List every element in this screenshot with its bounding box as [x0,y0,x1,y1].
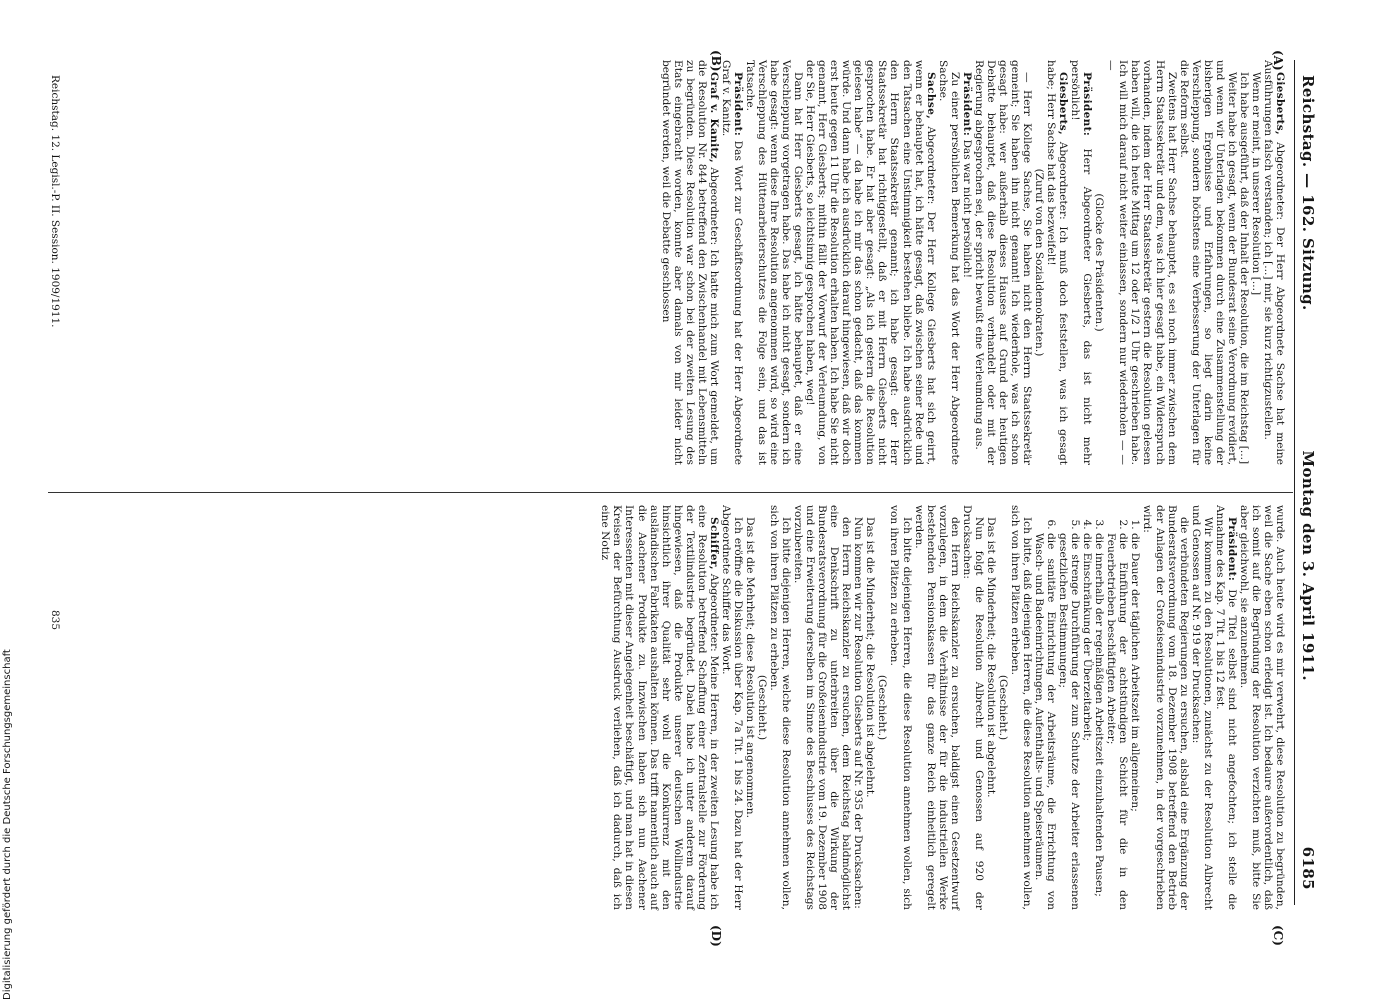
paragraph [1069,60,1093,465]
paragraph-text: Das war nicht persönlich! [960,139,973,278]
paragraph-text: Ich bitte diejenigen Herren, die diese Resolution annehmen wollen, sich von ihren Plätzen zu erheben. [888,505,913,910]
speaker-name: Sachse, [924,72,937,120]
paragraph [720,505,744,910]
paragraph-text: die verbündeten Regierungen zu ersuchen, alsbald eine Ergänzung der Bundesratsverordnung vom 18. Dezember 1908 betreffend den Betrieb der Anlagen der Großeisenindustrie vorzunehmen, in der vorgeschrieben wird: [1141,505,1190,910]
paragraph [1178,60,1238,465]
footer-session: Reichstag. 12. Legisl.-P. II. Session. 1909/1911. [49,75,61,328]
paragraph [1190,505,1214,910]
running-head-right [1299,450,1317,890]
paragraph [864,505,876,910]
speaker-name: Giesberts, [1274,72,1286,136]
paragraph-text: Zu einer persönlichen Bemerkung hat das Wort der Herr Abgeordnete Sachse. [936,60,961,465]
paragraph-text: Abgeordneter: Meine Herren, in der zweiten Lesung habe ich eine Resolution betreffend Schaffung einer Zentralstelle zur Förderung der Textilindustrie begründet. Dabei habe ich unter anderem darauf hingewiesen, daß die Produkte unserer deutschen Wollindustrie hinsichtlich ihrer Qualität sehr wohl die Konkurrenz mit den ausländischen Fabrikaten aushalten können. Das trifft namentlich auch auf die Aachener Produkte zu. Inzwischen haben sich nun Aachener Interessenten mit dieser Angelegenheit beschäftigt, und man hat in diesen Kreisen der Befürchtung Ausdruck verliehen, daß ich dadurch, daß ich eine Notiz [599,505,720,910]
speaker-name: Schiffer, [707,517,720,570]
speaker-name: Präsident: [960,72,973,137]
paragraph-text: (Geschieht.) [755,674,768,741]
paragraph [1250,60,1262,465]
column-divider [48,492,1293,493]
resolution-item: 4. die Einschränkung der Überzeitarbeit; [1081,533,1093,910]
paragraph-text: Weiter habe ich gesagt, wenn der Bundesrat seine Verordnung revidiert, und wenn wir Unterlagen bekommen durch eine Zusammenstellung der bisherigen Ergebnisse und Erfahrungen, so liegt darin keine Verschleppung, sondern höchstens eine Verbesserung der Unterlagen für die Reform selbst. [1177,60,1238,465]
speaker-name: Präsident: [1225,517,1238,582]
paragraph-text: Das Wort zur Geschäftsordnung hat der Herr Abgeordnete Graf v. Kanitz. [719,60,744,465]
paragraph-text: Herr Abgeordneter Giesberts, das ist nicht mehr persönlich! [1069,60,1094,465]
paragraph [1105,60,1177,465]
running-head-left: Reichstag. — 162. Sitzung. [1299,75,1317,311]
paragraph [792,505,852,910]
paragraph-text: Abgeordneter: Der Herr Abgeordnete Sachse hat meine Ausführungen falsch verstanden; ich [...] mir, sie kurz richtigzustellen. [1261,60,1286,465]
paragraph-text: Abgeordneter: Der Herr Kollege Giesberts hat sich geirrt, wenn er behauptet hat, ich hätte gesagt, daß zwischen seiner Rede und den Tatsachen eine Unstimmigkeit bestehen bliebe. Ich habe ausdrücklich den Herrn Staatssekretär genannt; ich habe gesagt: der Herr Staatssekretär hat richtiggestellt, daß er mit Herrn Giesberts nicht gesprochen habe. Er hat aber gesagt: „Als ich gestern die Resolution gelesen habe“ — da habe ich mir das schon gedacht, daß das kommen würde. Und dann habe ich ausdrücklich darauf hingewiesen, daß wir doch erst heute gegen 11 Uhr die Resolution erhalten haben. Ich habe Sie nicht genannt, Herr Giesberts; mithin fällt der Vorwurf der Verleumdung, von der Sie, Herr Giesberts, so leichtsinnig gesprochen haben, weg! [804,60,937,465]
credit-text: Digitalisierung gefördert durch die Deutsche Forschungsgemeinschaft [2,649,13,1000]
paragraph-text: Nun folgt die Resolution Albrecht und Genossen auf 920 der Drucksachen: [960,505,985,910]
paragraph [1045,60,1069,465]
running-head-date: Montag den 3. April 1911. [1299,450,1317,682]
resolution-item: 5. die strenge Durchführung der zum Schutze der Arbeiter erlassenen gesetzlichen Bestimmungen; [1057,533,1081,910]
paragraph [768,505,792,910]
paragraph-text: Das ist die Minderheit; die Resolution ist abgelehnt. [984,517,997,798]
paragraph-text: (Geschieht.) [996,674,1009,741]
paragraph-text: (Geschieht.) [876,674,889,741]
header-rule [1294,60,1295,905]
paragraph [888,505,912,910]
paragraph-text: Das ist die Minderheit; die Resolution ist abgelehnt. [864,517,877,798]
digitization-credit [2,649,13,1000]
paragraph [913,505,961,910]
paragraph-text: Dann hat Herr Giesberts gesagt, ich hätte behauptet, daß er eine Verschleppung vorgetragen habe. Das habe ich nicht gesagt, sondern ich habe gesagt: wenn diese Ihre Resolution angenommen wird, so wird eine Verschleppung des Hüttenarbeiterschutzes die Folge sein, und das ist Tatsache. [743,60,805,465]
paragraph [804,60,937,465]
paragraph [1214,505,1238,910]
paragraph [876,505,888,910]
paragraph [961,60,973,465]
paragraph [744,60,804,465]
paragraph [852,505,864,910]
paragraph-text: Abgeordneter: Ich hatte mich zum Wort gemeldet, um die Resolution Nr. 844 betreffend den Zwischenhandel mit Lebensmitteln zu begründen. Diese Resolution war schon bei der zweiten Lesung des Etats eingebracht worden, konnte aber damals von mir leider nicht begründet werden, weil die Debatte geschlossen [659,60,720,465]
paragraph [1141,505,1189,910]
paragraph-text: den Herrn Reichskanzler zu ersuchen, baldigst einen Gesetzentwurf vorzulegen, in dem die Verhältnisse der für die industriellen Werke bestehenden Pensionskassen für das ganze Reich einheitlich geregelt werden. [912,505,961,910]
speaker-name: Graf v. Kanitz, [707,72,720,163]
paragraph [985,505,997,910]
paragraph [961,505,985,910]
paragraph-text: Die Titel selbst sind nicht angefochten; ich stelle die Annahme des Kap. 7 Tit. 1 bis 12 fest. [1213,505,1238,911]
resolution-item: 1. die Dauer der täglichen Arbeitszeit im allgemeinen; [1129,533,1141,910]
paragraph [660,60,720,465]
paragraph-text: Ich eröffne die Diskussion über Kap. 7a Tit. 1 bis 24. Dazu hat der Herr Abgeordnete Schiffer das Wort. [719,505,744,910]
margin-mark-c: (C) [1271,925,1285,946]
resolution-item: 6. die sanitäre Einrichtung der Arbeitsräume, die Errichtung von Wasch- und Badeeinrichtungen, Aufenthalts- und Speiseräumen. [1033,533,1057,910]
paragraph [1009,505,1033,910]
paragraph-text: Wir kommen zu den Resolutionen, zunächst zu der Resolution Albrecht und Genossen auf Nr. 919 der Drucksachen: [1189,505,1214,910]
paragraph [720,60,744,465]
paragraph [1033,60,1045,465]
paragraph-text: Das ist die Mehrheit; diese Resolution ist angenommen. [743,517,756,818]
left-column [660,60,1286,465]
paragraph-text: — Herr Kollege Sachse, Sie haben nicht den Herrn Staatssekretär gemeint; Sie haben ihn nicht genannt! Ich wiederhole, was ich schon gesagt habe: wer außerhalb dieses Hauses auf Grund der heutigen Debatte behauptet, daß diese Resolution verhandelt oder mit der Regierung abgesprochen sei, der spricht bewußt eine Verleumdung aus. [972,60,1034,465]
paragraph-text: Nun kommen wir zur Resolution Giesberts auf Nr. 935 der Drucksachen: [852,517,865,909]
resolution-item: 2. die Einführung der achtstündigen Schicht für die in den Feuerbetrieben beschäftigten Arbeiter; [1105,533,1129,910]
paragraph [973,60,1033,465]
paragraph-text: Wenn er meint, in unserer Resolution [...] [1249,72,1262,296]
footer-number: 835 [49,610,61,631]
paragraph-text: Abgeordneter: Ich muß doch feststellen, was ich gesagt habe; Herr Sachse hat das bezweifelt! [1045,60,1070,465]
paragraph [756,505,768,910]
paragraph-text: den Herrn Reichskanzler zu ersuchen, dem Reichstag baldmöglichst eine Denkschrift zu unterbreiten über die Wirkung der Bundesratsverordnung für die Großeisenindustrie vom 19. Dezember 1908 und eine Erweiterung derselben im Sinne des Beschlusses des Reichstags vorzubereiten. [792,505,853,910]
paragraph-text: Ich bitte diejenigen Herren, welche diese Resolution annehmen wollen, sich von ihren Plätzen zu erheben. [768,505,793,910]
paragraph [937,60,961,465]
right-column [599,505,1286,910]
resolution-items [1033,505,1141,910]
margin-mark-b: (B) [709,50,723,72]
paragraph-text: Zweitens hat Herr Sachse behauptet, es sei noch immer zwischen dem Herrn Staatssekretär und dem, was ich hier gesagt habe, ein Widerspruch vorhanden, indem der Herr Staatssekretär gestern die Resolution gelesen haben will, die ich heute Mittag um 12 oder 1/2 1 Uhr geschrieben habe. Ich will mich darauf nicht weiter einlassen, sondern nur wiederholen — — — [1105,60,1178,465]
paragraph [1238,60,1250,465]
margin-mark-a: (A) [1271,50,1285,71]
paragraph [744,505,756,910]
paragraph [599,505,719,910]
paragraph [1262,60,1286,465]
paragraph [1093,60,1105,465]
paragraph-text: wurde. Auch heute wird es mir verwehrt, diese Resolution zu begründen, weil die Sache eben schon erledigt ist. Ich bedaure außerordentlich, daß ich somit auf die Begründung der Resolution verzichten muß, bitte Sie aber gleichwohl, sie anzunehmen. [1237,505,1286,910]
paragraph-text: (Zuruf von den Sozialdemokraten.) [1033,168,1046,357]
paragraph-text: Ich bitte, daß diejenigen Herren, die diese Resolution annehmen wollen, sich von ihren Plätzen erheben. [1008,505,1034,910]
speaker-name: Giesberts, [1057,72,1070,136]
resolution-item: 3. die innerhalb der regelmäßigen Arbeitszeit einzuhaltenden Pausen; [1093,533,1105,910]
paragraph [997,505,1009,910]
speaker-name: Präsident: [731,72,744,137]
margin-mark-d: (D) [709,925,723,947]
paragraph-text: Ich habe ausgeführt, daß der Inhalt der Resolution, die im Reichstag [...] [1237,72,1250,465]
paragraph-text: (Glocke des Präsidenten.) [1093,193,1106,332]
speaker-name: Präsident: [1081,72,1094,137]
page-number: 6185 [1299,846,1317,890]
paragraph [1238,505,1286,910]
